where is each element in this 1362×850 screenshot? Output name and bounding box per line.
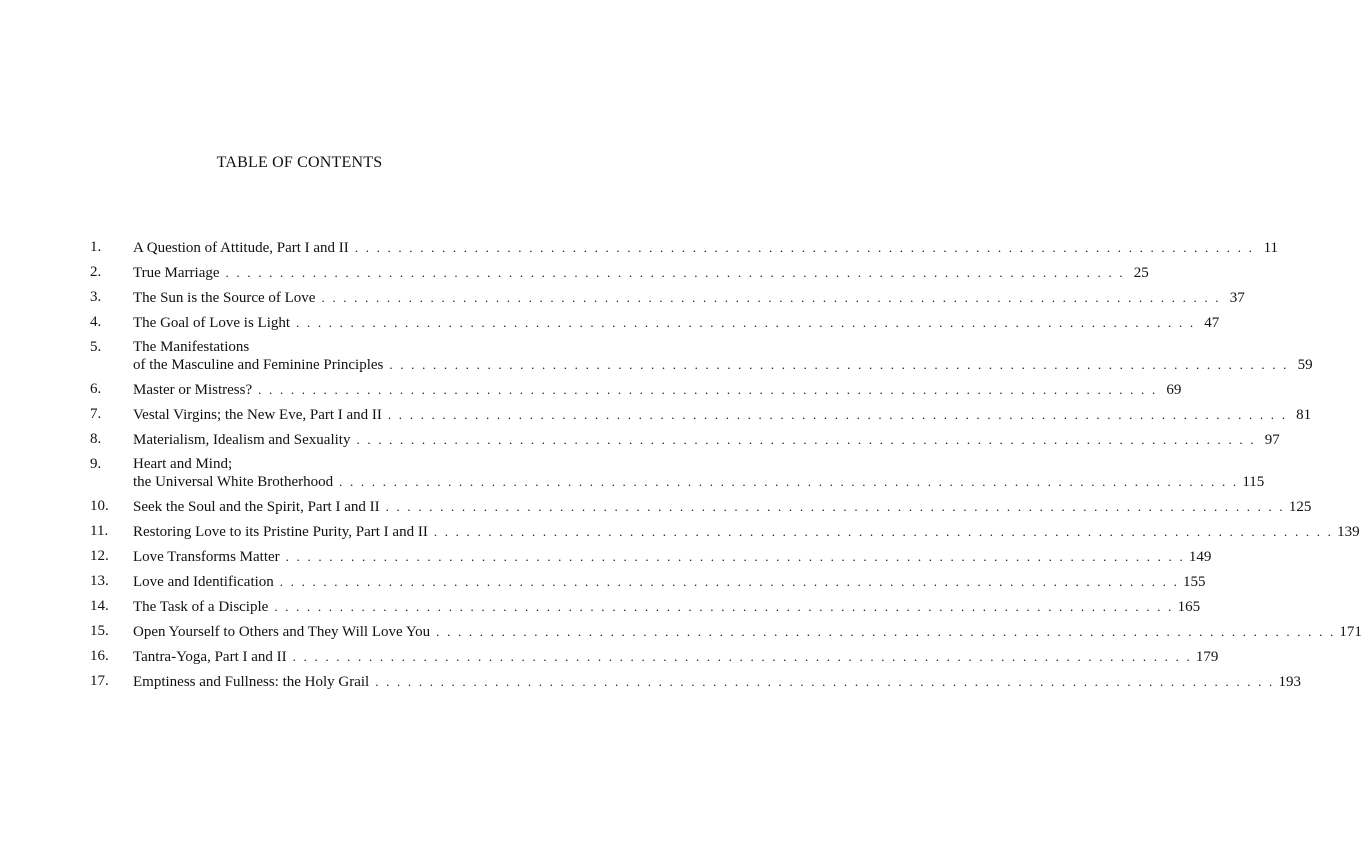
chapter-row (133, 498, 1311, 516)
chapter-title: A Question of Attitude, Part I and II (133, 240, 349, 256)
dot-leader (296, 314, 1195, 331)
toc-entry (90, 239, 1279, 257)
chapter-row (133, 573, 1206, 591)
dot-leader (321, 289, 1220, 306)
chapter-title: Love Transforms Matter (133, 549, 280, 565)
chapter-row (133, 381, 1181, 399)
chapter-title: Tantra-Yoga, Part I and II (133, 649, 287, 665)
page-number: 25 (1133, 265, 1149, 281)
page-number: 81 (1296, 407, 1312, 423)
chapter-row (133, 406, 1311, 424)
chapter-title: The Sun is the Source of Love (133, 290, 316, 306)
chapter-row (133, 623, 1362, 641)
dot-leader (388, 406, 1287, 423)
chapter-row (133, 648, 1218, 666)
chapter-title-first-line: Heart and Mind; (133, 456, 233, 472)
toc-entry (90, 573, 1206, 591)
page-number: 149 (1188, 549, 1212, 565)
chapter-title: Emptiness and Fullness: the Holy Grail (133, 674, 370, 690)
chapter-number: 12. (90, 548, 109, 564)
chapter-row (133, 598, 1200, 616)
toc-entry (90, 456, 1265, 491)
chapter-title: the Universal White Brotherhood (133, 474, 334, 490)
chapter-row (133, 431, 1280, 449)
dot-leader (293, 648, 1192, 665)
chapter-row (133, 673, 1301, 691)
chapter-title: of the Masculine and Feminine Principles (133, 357, 384, 373)
chapter-body (133, 548, 1211, 566)
chapter-body (133, 239, 1278, 257)
chapter-number: 1. (90, 239, 102, 255)
chapter-title: Master or Mistress? (133, 382, 253, 398)
toc-entry (90, 406, 1312, 424)
toc-entry (90, 264, 1149, 282)
dot-leader (258, 381, 1157, 398)
page-number: 171 (1339, 624, 1362, 640)
chapter-number: 17. (90, 673, 109, 689)
chapter-number: 10. (90, 498, 109, 514)
toc-entry (90, 498, 1312, 516)
chapter-title-first-line: The Manifestations (133, 339, 250, 355)
chapter-number: 6. (90, 381, 102, 397)
chapter-row (133, 473, 1264, 491)
toc-entry (90, 314, 1220, 332)
chapter-body (133, 289, 1245, 307)
page-number: 155 (1183, 574, 1206, 590)
chapter-number: 2. (90, 264, 102, 280)
chapter-number: 9. (90, 456, 102, 472)
chapter-number: 15. (90, 623, 109, 639)
chapter-body (133, 598, 1200, 616)
chapter-body (133, 523, 1360, 541)
page-number: 179 (1195, 649, 1219, 665)
dot-leader (389, 356, 1288, 373)
chapter-body (133, 623, 1362, 641)
chapter-number: 5. (90, 339, 102, 355)
page-number: 37 (1229, 290, 1245, 306)
toc-entry (90, 598, 1201, 616)
chapter-title: The Task of a Disciple (133, 599, 269, 615)
chapter-row (133, 314, 1219, 332)
page-number: 193 (1278, 674, 1301, 690)
chapter-row (133, 523, 1360, 541)
chapter-body (133, 339, 1313, 374)
toc-entry (90, 339, 1313, 374)
chapter-body (133, 498, 1311, 516)
chapter-body (133, 431, 1280, 449)
dot-leader (274, 598, 1173, 615)
chapter-title: The Goal of Love is Light (133, 315, 291, 331)
chapter-number: 13. (90, 573, 109, 589)
chapter-row (133, 356, 1313, 374)
dot-leader (386, 498, 1285, 515)
chapter-number: 7. (90, 406, 102, 422)
table-of-contents (90, 239, 1362, 698)
chapter-number: 14. (90, 598, 109, 614)
page-number: 139 (1337, 524, 1360, 540)
chapter-number: 16. (90, 648, 109, 664)
chapter-title: Open Yourself to Others and They Will Love You (133, 624, 431, 640)
dot-leader (286, 548, 1185, 565)
dot-leader (434, 523, 1333, 540)
page-number: 47 (1204, 315, 1220, 331)
dot-leader (226, 264, 1125, 281)
dot-leader (355, 239, 1254, 256)
chapter-row (133, 548, 1211, 566)
page-number: 125 (1288, 499, 1312, 515)
chapter-number: 8. (90, 431, 102, 447)
dot-leader (436, 623, 1335, 640)
toc-entry (90, 431, 1280, 449)
chapter-number: 3. (90, 289, 102, 305)
chapter-title: Seek the Soul and the Spirit, Part I and II (133, 499, 380, 515)
chapter-title: Materialism, Idealism and Sexuality (133, 432, 351, 448)
toc-entry (90, 548, 1212, 566)
chapter-body (133, 406, 1311, 424)
chapter-title: Vestal Virgins; the New Eve, Part I and II (133, 407, 382, 423)
dot-leader (280, 573, 1179, 590)
chapter-body (133, 673, 1301, 691)
page-number: 165 (1177, 599, 1201, 615)
chapter-title: Restoring Love to its Pristine Purity, Part I and II (133, 524, 428, 540)
toc-entry (90, 648, 1219, 666)
page-title: TABLE OF CONTENTS (216, 154, 383, 171)
chapter-row (133, 289, 1245, 307)
page-number: 59 (1297, 357, 1313, 373)
chapter-body (133, 456, 1264, 491)
page-number: 11 (1263, 240, 1279, 256)
toc-entry (90, 623, 1362, 641)
chapter-number: 4. (90, 314, 102, 330)
chapter-body (133, 573, 1206, 591)
chapter-row (133, 239, 1278, 257)
chapter-number: 11. (90, 523, 109, 539)
page-number: 69 (1166, 382, 1182, 398)
toc-entry (90, 523, 1360, 541)
dot-leader (339, 473, 1238, 490)
chapter-body (133, 314, 1219, 332)
page-number: 115 (1242, 474, 1265, 490)
chapter-title: Love and Identification (133, 574, 274, 590)
chapter-row (133, 264, 1149, 282)
toc-entry (90, 673, 1301, 691)
toc-entry (90, 289, 1245, 307)
toc-entry (90, 381, 1182, 399)
page-number: 97 (1264, 432, 1280, 448)
chapter-body (133, 381, 1181, 399)
dot-leader (375, 673, 1274, 690)
chapter-title: True Marriage (133, 265, 220, 281)
dot-leader (356, 431, 1255, 448)
chapter-body (133, 648, 1218, 666)
chapter-body (133, 264, 1149, 282)
